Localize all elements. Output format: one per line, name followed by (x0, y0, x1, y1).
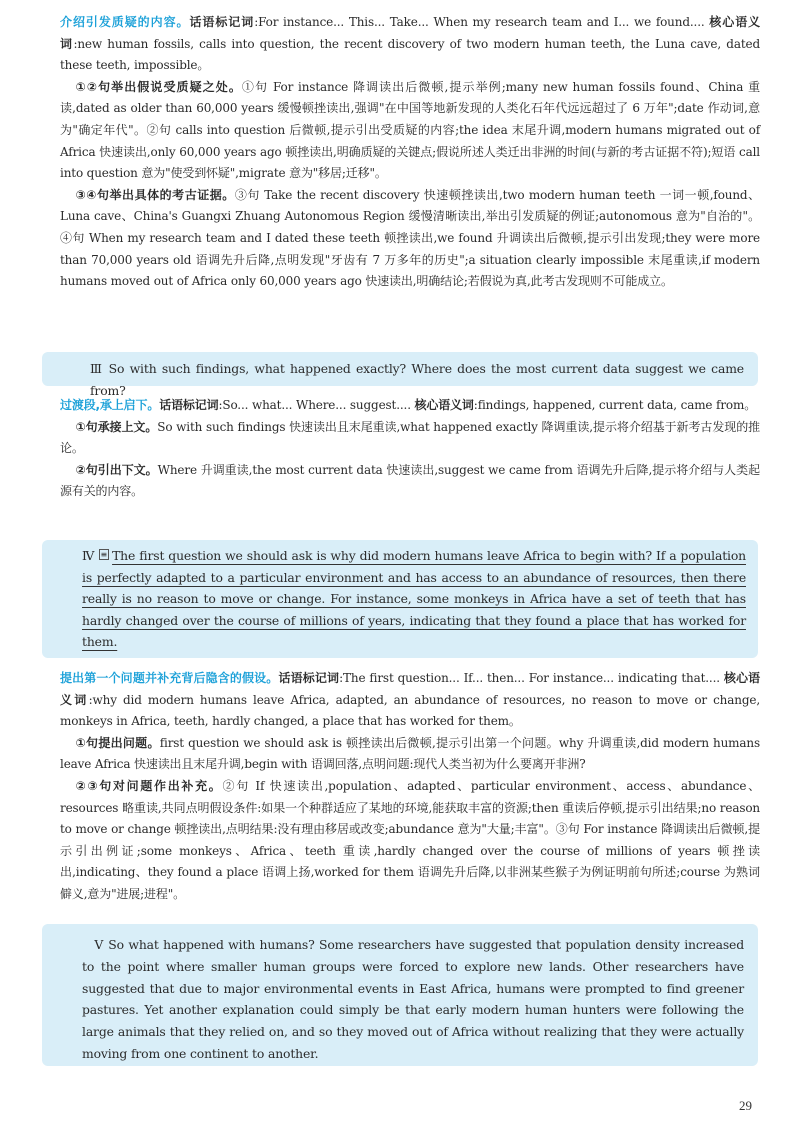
marker-label: 话语标记词 (189, 15, 255, 29)
section-1-para-3 (60, 185, 760, 293)
page-number: 29 (739, 1098, 752, 1113)
section-3-para-2 (60, 417, 760, 460)
section-4-summary (60, 668, 760, 733)
roman-numeral: Ⅴ (94, 937, 104, 952)
marker-label: 话语标记词 (278, 671, 340, 685)
section-4-para-3 (60, 776, 760, 906)
roman-numeral: Ⅳ (82, 548, 95, 563)
passage-text: The first question we should ask is why did modern humans leave Africa to begin with? If a population is perfectly adapted to a particular environment and has access to an abundance of resources, then there really is no reason to move or change. For instance, some monkeys in Africa have a set of teeth that has hardly changed over the course of millions of years, indicating that they found a place that has worked for them. (82, 548, 746, 649)
section-1-para-2 (60, 77, 760, 185)
para-heading: ①句提出问题。 (75, 735, 160, 750)
core-text: :why did modern humans leave Africa, adapted, an abundance of resources, no reason to move or change, monkeys in Africa, teeth, hardly changed, a place that has worked for them。 (60, 692, 760, 729)
para-heading: ②句引出下文。 (75, 462, 158, 477)
para-heading: ①②句举出假说受质疑之处。 (75, 79, 242, 94)
para-text: So with such findings 快速读出且末尾重读,what happened exactly 降调重读,提示将介绍基于新考古发现的推论。 (60, 419, 760, 456)
para-heading: ①句承接上文。 (75, 419, 158, 434)
marker-text: :The first question... If... then... For instance... indicating that.... (339, 671, 724, 685)
section-4 (60, 668, 760, 906)
marker-label: 话语标记词 (159, 398, 219, 412)
core-label: 核心语义词 (414, 398, 474, 412)
para-text: Where 升调重读,the most current data 快速读出,suggest we came from 语调先升后降,提示将介绍与人类起源有关的内容。 (60, 462, 760, 499)
section-1-summary (60, 12, 760, 77)
audio-marker-icon: ≡ (100, 550, 108, 559)
passage-4-text (82, 545, 746, 653)
para-heading: ②③句对问题作出补充。 (75, 778, 223, 793)
para-text: first question we should ask is 顿挫读出后微顿,提示引出第一个问题。why 升调重读,did modern humans leave Africa 快速读出且末尾升调,begin with 语调回落,点明问题:现代人类当初为什么要离开非洲? (60, 735, 760, 772)
core-label: 核心语义词 (60, 671, 760, 707)
section-1 (60, 12, 760, 293)
passage-box-5 (42, 924, 758, 1066)
section-3-summary (60, 395, 760, 417)
passage-text: So what happened with humans? Some researchers have suggested that population density increased to the point where smaller human groups were forced to explore new lands. Other researchers have suggested that due to major environmental events in East Africa, humans were prompted to find greener pastures. Yet another explanation could simply be that early modern human hunters were following the large animals that they relied on, and so they moved out of Africa without realizing that they were actually moving from one continent to another. (82, 937, 744, 1061)
core-text: :findings, happened, current data, came from。 (473, 398, 757, 412)
marker-text: :So... what... Where... suggest.... (218, 398, 415, 412)
marker-text: :For instance... This... Take... When my research team and I... we found.... (254, 15, 710, 29)
passage-5-text (82, 934, 744, 1065)
para-text: ①句 For instance 降调读出后微顿,提示举例;many new human fossils found、China 重读,dated as older than 60,000 years 缓慢顿挫读出,强调"在中国等地新发现的人类化石年代远远超过了 6 万年";date 作动词,意为"确定年代"。②句 calls into question 后微顿,提示引出受质疑的内容;the idea 末尾升调,modern humans migrated out of Africa 快速读出,only 60,000 years ago 顿挫读出,明确质疑的关键点;假说所述人类迁出非洲的时间(与新的考古证据不符);短语 call into question 意为"使受到怀疑",migrate 意为"移居;迁移"。 (60, 79, 760, 181)
roman-numeral: Ⅲ (90, 361, 104, 376)
para-heading: ③④句举出具体的考古证据。 (75, 187, 235, 202)
passage-box-4 (42, 540, 758, 658)
section-3-heading: 过渡段,承上启下。 (60, 398, 160, 412)
section-1-heading: 介绍引发质疑的内容。 (60, 15, 190, 29)
passage-box-3 (42, 352, 758, 398)
core-text: :new human fossils, calls into question, the recent discovery of two modern human teeth, the Luna cave, dated these teeth, impossible。 (60, 36, 760, 73)
section-4-heading: 提出第一个问题并补充背后隐含的假设。 (60, 671, 279, 685)
section-3 (60, 395, 760, 503)
para-text: ②句 If 快速读出,population、adapted、particular environment、access、abundance、resources 略重读,共同点明假设条件:如果一个种群适应了某地的环境,能获取丰富的资源;then 重读后停顿,提示引出结果;no reason to move or change 顿挫读出,点明结果:没有理由移居或改变;abundance 意为"大量;丰富"。③句 For instance 降调读出后微顿,提示引出例证;some monkeys、Africa、teeth 重读,hardly changed over the course of millions of years 顿挫读出,indicating、they found a place 语调上扬,worked for them 语调先升后降,以非洲某些猴子为例证明前句所述;course 为熟词僻义,意为"进展;进程"。 (60, 778, 761, 901)
core-label: 核心语义词 (60, 15, 760, 51)
para-text: ③句 Take the recent discovery 快速顿挫读出,two modern human teeth 一词一顿,found、Luna cave、China's Guangxi Zhuang Autonomous Region 缓慢清晰读出,举出引发质疑的例证;autonomous 意为"自治的"。④句 When my research team and I dated these teeth 顿挫读出,we found 升调读出后微顿,提示引出发现;they were more than 70,000 years old 语调先升后降,点明发现"牙齿有 7 万多年的历史";a situation clearly impossible 末尾重读,if modern humans moved out of Africa only 60,000 years ago 快速读出,明确结论;若假说为真,此考古发现则不可能成立。 (60, 187, 760, 289)
section-4-para-2 (60, 733, 760, 776)
passage-text: So with such findings, what happened exactly? Where does the most current data suggest we came from? (90, 361, 744, 398)
section-3-para-3 (60, 460, 760, 503)
